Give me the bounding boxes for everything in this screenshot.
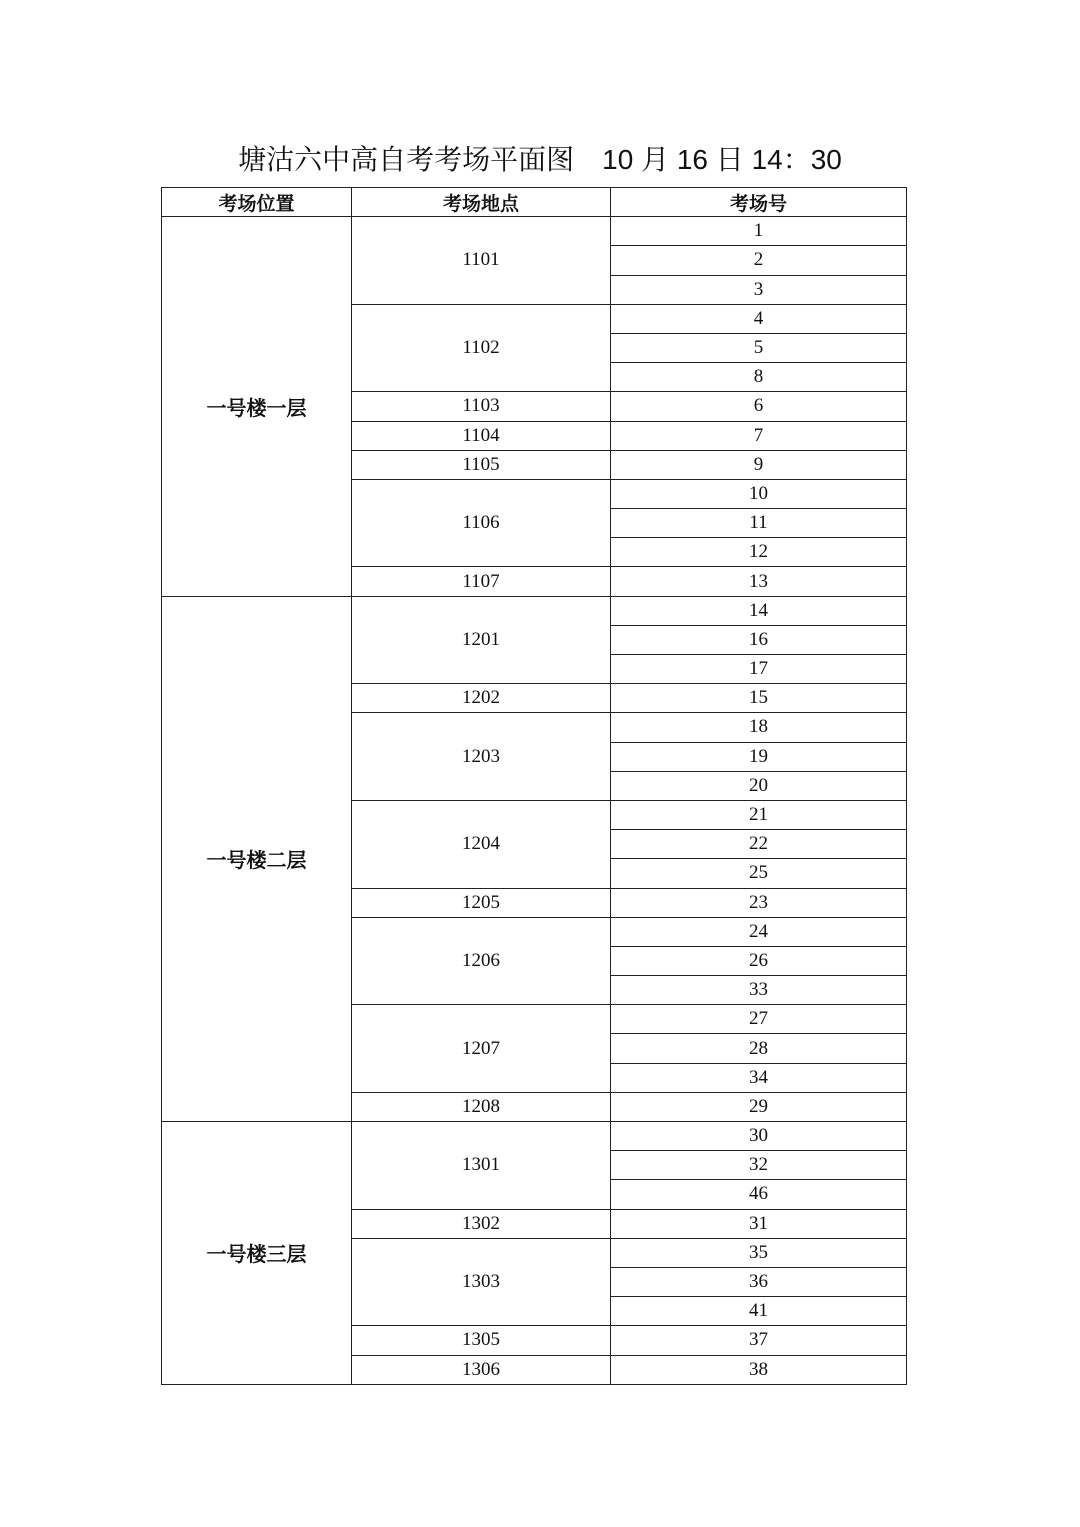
room-cell: 1204 [352, 800, 611, 888]
exam-number-cell: 10 [611, 479, 907, 508]
header-location: 考场位置 [162, 188, 352, 217]
exam-number-cell: 37 [611, 1326, 907, 1355]
exam-room-table [161, 187, 907, 1385]
exam-number-cell: 15 [611, 684, 907, 713]
exam-number-cell: 3 [611, 275, 907, 304]
room-cell: 1206 [352, 917, 611, 1005]
page-title [0, 138, 1080, 182]
location-cell: 一号楼一层 [162, 217, 352, 596]
table-row [162, 1122, 907, 1151]
table-row [162, 217, 907, 246]
room-cell: 1107 [352, 567, 611, 596]
table-row [162, 596, 907, 625]
exam-number-cell: 16 [611, 625, 907, 654]
exam-number-cell: 27 [611, 1005, 907, 1034]
exam-number-cell: 38 [611, 1355, 907, 1384]
exam-number-cell: 2 [611, 246, 907, 275]
room-cell: 1105 [352, 450, 611, 479]
exam-number-cell: 36 [611, 1267, 907, 1296]
table-header-row [162, 188, 907, 217]
location-cell: 一号楼二层 [162, 596, 352, 1121]
room-cell: 1104 [352, 421, 611, 450]
room-cell: 1101 [352, 217, 611, 305]
room-cell: 1207 [352, 1005, 611, 1093]
table-body [162, 217, 907, 1385]
exam-number-cell: 11 [611, 509, 907, 538]
exam-number-cell: 19 [611, 742, 907, 771]
room-cell: 1201 [352, 596, 611, 684]
exam-number-cell: 4 [611, 304, 907, 333]
location-cell: 一号楼三层 [162, 1122, 352, 1385]
room-cell: 1203 [352, 713, 611, 801]
room-cell: 1103 [352, 392, 611, 421]
exam-number-cell: 33 [611, 976, 907, 1005]
exam-number-cell: 1 [611, 217, 907, 246]
exam-number-cell: 13 [611, 567, 907, 596]
room-cell: 1202 [352, 684, 611, 713]
exam-number-cell: 5 [611, 333, 907, 362]
exam-number-cell: 24 [611, 917, 907, 946]
exam-number-cell: 41 [611, 1297, 907, 1326]
exam-number-cell: 7 [611, 421, 907, 450]
room-cell: 1303 [352, 1238, 611, 1326]
exam-number-cell: 18 [611, 713, 907, 742]
title-text: 塘沽六中高自考考场平面图 [238, 143, 575, 176]
exam-number-cell: 9 [611, 450, 907, 479]
exam-number-cell: 46 [611, 1180, 907, 1209]
room-cell: 1106 [352, 479, 611, 567]
exam-number-cell: 8 [611, 363, 907, 392]
title-datetime: 10 月 16 日 14：30 [602, 144, 842, 175]
exam-number-cell: 31 [611, 1209, 907, 1238]
exam-number-cell: 17 [611, 655, 907, 684]
exam-number-cell: 14 [611, 596, 907, 625]
exam-number-cell: 12 [611, 538, 907, 567]
exam-number-cell: 34 [611, 1063, 907, 1092]
exam-number-cell: 22 [611, 830, 907, 859]
exam-number-cell: 30 [611, 1122, 907, 1151]
room-cell: 1205 [352, 888, 611, 917]
header-exam-number: 考场号 [611, 188, 907, 217]
exam-number-cell: 25 [611, 859, 907, 888]
exam-number-cell: 23 [611, 888, 907, 917]
exam-number-cell: 21 [611, 800, 907, 829]
room-cell: 1306 [352, 1355, 611, 1384]
exam-number-cell: 29 [611, 1092, 907, 1121]
exam-number-cell: 26 [611, 946, 907, 975]
exam-number-cell: 6 [611, 392, 907, 421]
exam-number-cell: 28 [611, 1034, 907, 1063]
exam-number-cell: 20 [611, 771, 907, 800]
room-cell: 1305 [352, 1326, 611, 1355]
room-cell: 1302 [352, 1209, 611, 1238]
exam-number-cell: 32 [611, 1151, 907, 1180]
room-cell: 1208 [352, 1092, 611, 1121]
room-cell: 1102 [352, 304, 611, 392]
room-cell: 1301 [352, 1122, 611, 1210]
header-room: 考场地点 [352, 188, 611, 217]
exam-number-cell: 35 [611, 1238, 907, 1267]
